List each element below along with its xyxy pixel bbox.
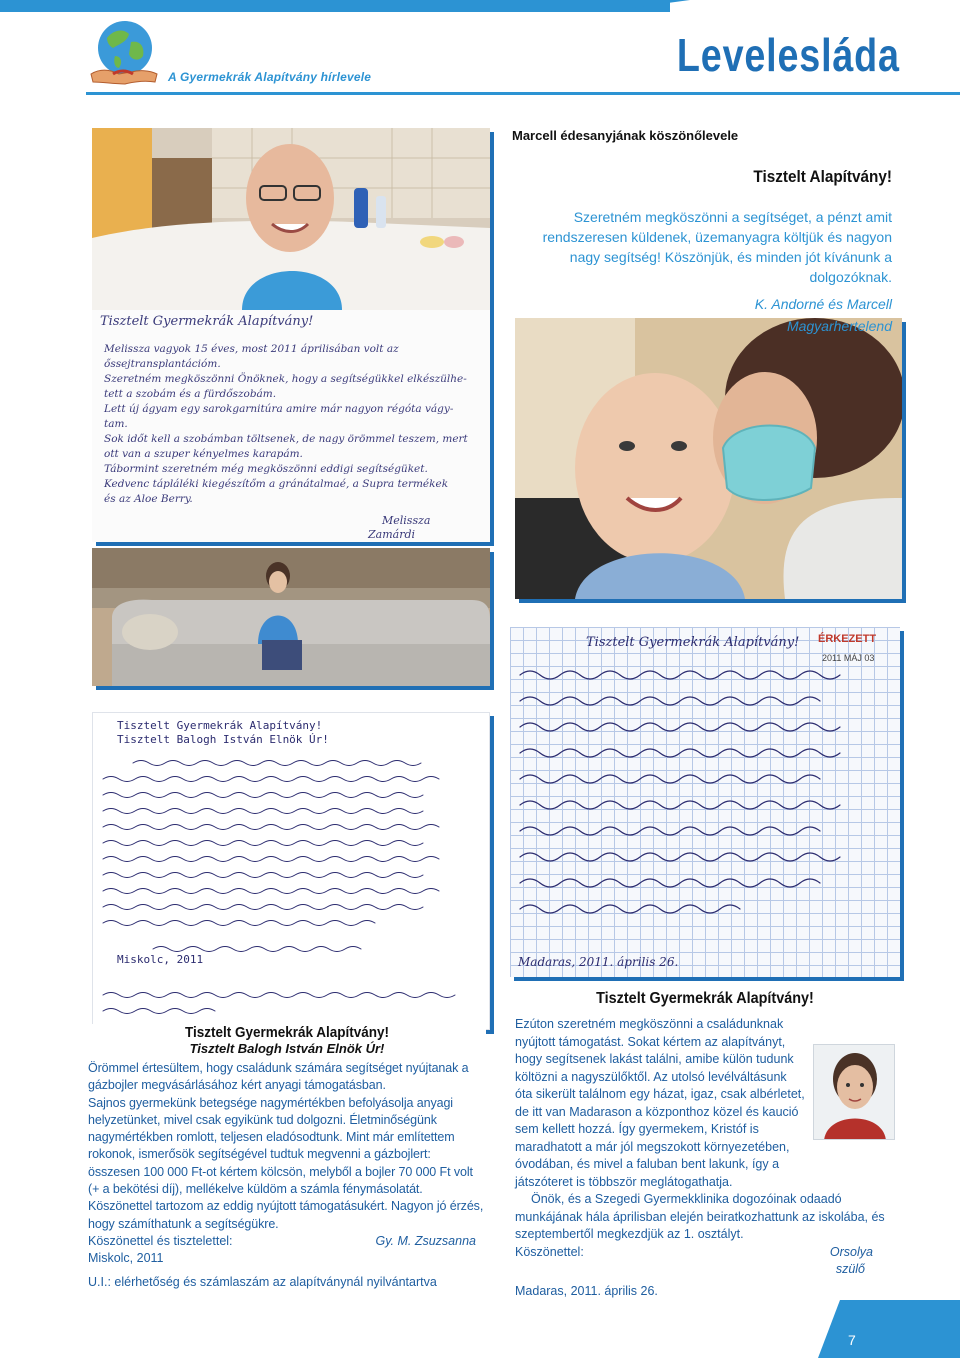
kristof-letter-date: Madaras, 2011. április 26. (518, 955, 679, 969)
letter-right-title: Tisztelt Gyermekrák Alapítvány! (596, 990, 814, 1007)
letter-kristof-handwritten (510, 627, 900, 977)
page-header (0, 0, 960, 110)
letter-left-paragraph: Örömmel értesültem, hogy családunk számára segítséget nyújtanak a gázbojler megvásárlásához kért anyagi támogatásban. (88, 1061, 469, 1093)
handwritten-line: ott van a szuper kényelmes karapám. (104, 448, 303, 460)
handwritten-line: tam. (104, 418, 128, 430)
letter-left-ps-row (88, 1274, 486, 1291)
letter-left-subtitle: Tisztelt Balogh István Elnök Úr! (189, 1041, 385, 1056)
photo-girl-sofa (92, 548, 490, 686)
newsletter-label: A Gyermekrák Alapítvány hírlevele (168, 70, 372, 84)
handwritten-line: Lett új ágyam egy sarokgarnitúra amire már nagyon régóta vágy- (104, 403, 454, 415)
letter-right-p2: Önök, és a Szegedi Gyermekklinika dogozóinak odaadó munkájának hála áprilisban elején beiratkozhattunk az iskolába, és szeptembertől megkezdjük az 1. osztályt. (515, 1192, 885, 1241)
handwritten-line: Melissza vagyok 15 éves, most 2011 áprilisában volt az (104, 343, 399, 355)
letter-gyz-handwritten (92, 712, 490, 1030)
letter-left-closing: Köszönettel és tisztelettel: (88, 1233, 233, 1248)
photo-girl-bathroom (92, 128, 490, 310)
melissa-letter-sign: Melissza (382, 514, 431, 527)
handwritten-line: Szeretném megköszönni Önöknek, hogy a segítségükkel elkészülhe- (104, 373, 467, 385)
photo-kristof-image (814, 1045, 895, 1140)
letter-right-role-row (515, 1261, 895, 1279)
photo-mother-son (515, 318, 902, 599)
received-stamp-label: ÉRKEZETT (818, 633, 877, 645)
melissa-letter-place: Zamárdi (368, 528, 416, 541)
top-accent-band (0, 0, 670, 12)
gyz-letter-greeting-1: Tisztelt Gyermekrák Alapítvány! (117, 719, 323, 732)
handwritten-line: Kedvenc tápláléki kiegészítőm a gránátalmaé, a Supra termékek (104, 478, 449, 490)
handwritten-line: tett a szobám és a fürdőszobám. (104, 388, 277, 400)
letter-melissa-handwritten (92, 310, 490, 542)
intro-signature-name: K. Andorné és Marcell (754, 296, 892, 312)
kristof-letter-greeting: Tisztelt Gyermekrák Alapítvány! (586, 635, 800, 650)
letter-right-closing-row (515, 1244, 895, 1262)
letter-left-ps: U.I.: elérhetőség és számlaszám az alapítványnál nyilvántartva (88, 1274, 437, 1289)
photo-mother-son-image (515, 318, 902, 599)
intro-greeting: Tisztelt Alapítvány! (753, 167, 892, 186)
letter-left-paragraph: Sajnos gyermekünk betegsége nagymértékben befolyásolja anyagi helyzetünket, mivel csak egyikünk tud dolgozni. Életminőségünk nagymértékben romlott, teljesen eladósodtunk. Mint már említettem rokonok, ismerősök segítségével tudtuk megvenni a gázbojlert: összesen 100 000 Ft-ot kértem kölcsön, melyből a bojler 70 000 Ft volt (+ a bekötési díj), mellékelve küldöm a számla fénymásolatát. (88, 1095, 473, 1197)
letter-left-closing-row (88, 1233, 486, 1250)
letter-right-p1: Ezúton szeretném megköszönni a családunknak nyújtott támogatást. Sokat kértem az alapítványt, hogy segítsenek lakást találni, amibe külön tudunk költözni a nagyszülőktől. Az utolsó levélváltásunk óta sikerült találnom egy házat, igaz, csak albérletet, de itt van Madarason a központhoz közel és kaució sem kellett hozzá. Így gyermekem, Kristóf is maradhatott a már jól megszokott környezetében, óvodában, és mivel a faluban bent lakunk, így a játszóteret is többször meglátogathatja. (515, 1017, 805, 1189)
gyz-letter-date: Miskolc, 2011 (117, 953, 204, 966)
letter-right-closing: Köszönettel: (515, 1244, 584, 1259)
kristof-handwriting-strokes (510, 663, 900, 963)
page-number-tab-cut (818, 1300, 840, 1358)
letter-right-date-row (515, 1283, 895, 1301)
letter-left-paragraph: Köszönettel tartozom az eddig nyújtott támogatásukért. Nagyon jó érzés, hogy számíthatunk a segítségükre. (88, 1199, 484, 1231)
globe-handshake-icon (83, 12, 163, 92)
gyz-handwriting-strokes (93, 753, 491, 963)
header-underline (86, 92, 960, 95)
received-stamp (818, 633, 876, 645)
photo-girl-bathroom-image (92, 128, 490, 310)
letter-right-signer-role: szülő (835, 1262, 865, 1276)
intro-letter (512, 128, 892, 337)
letter-right-content (515, 1016, 895, 1191)
photo-kristof (813, 1044, 895, 1140)
melissa-letter-greeting: Tisztelt Gyermekrák Alapítvány! (100, 314, 314, 329)
letter-left-body (88, 1060, 486, 1233)
letter-left-title: Tisztelt Gyermekrák Alapítvány! (184, 1024, 390, 1041)
letter-right-signer-name: Orsolya (829, 1244, 873, 1259)
handwritten-line: Sok időt kell a szobámban töltsenek, de nagy örömmel teszem, mert (104, 433, 468, 445)
intro-text: Szeretném megköszönni a segítséget, a pénzt amit rendszeresen küldenek, üzemanyagra költjük és nagyon nagy segítség! Köszönjük, és minden jót kívánunk a dolgozóknak. (542, 209, 892, 285)
letter-left-place-date: Miskolc, 2011 (88, 1251, 164, 1266)
intro-signature-place: Magyarhertelend (786, 318, 892, 334)
gyz-handwriting-strokes-ps (93, 985, 491, 1025)
handwritten-line: és az Aloe Berry. (104, 493, 193, 505)
handwritten-line: Tábormint szeretném még megköszönni eddigi segítségüket. (104, 463, 428, 475)
letter-orsolya-printed (515, 990, 895, 1300)
received-stamp-date: 2011 MÁJ 03 (822, 653, 875, 663)
letter-left-signer: Gy. M. Zsuzsanna (375, 1233, 476, 1248)
handwritten-line: őssejtransplantációm. (104, 358, 221, 370)
melissa-letter-body (104, 342, 482, 507)
page-number: 7 (848, 1332, 856, 1348)
top-accent-band-tail (600, 0, 690, 12)
letter-left-place-row (88, 1250, 486, 1267)
section-title: Levelesláda (677, 29, 900, 81)
intro-heading: Marcell édesanyjának köszönőlevele (512, 128, 739, 143)
letter-gyz-printed (88, 1024, 486, 1292)
photo-girl-sofa-image (92, 548, 490, 686)
letter-right-place-date: Madaras, 2011. április 26. (515, 1283, 658, 1298)
gyz-letter-greeting-2: Tisztelt Balogh István Elnök Úr! (117, 733, 329, 746)
